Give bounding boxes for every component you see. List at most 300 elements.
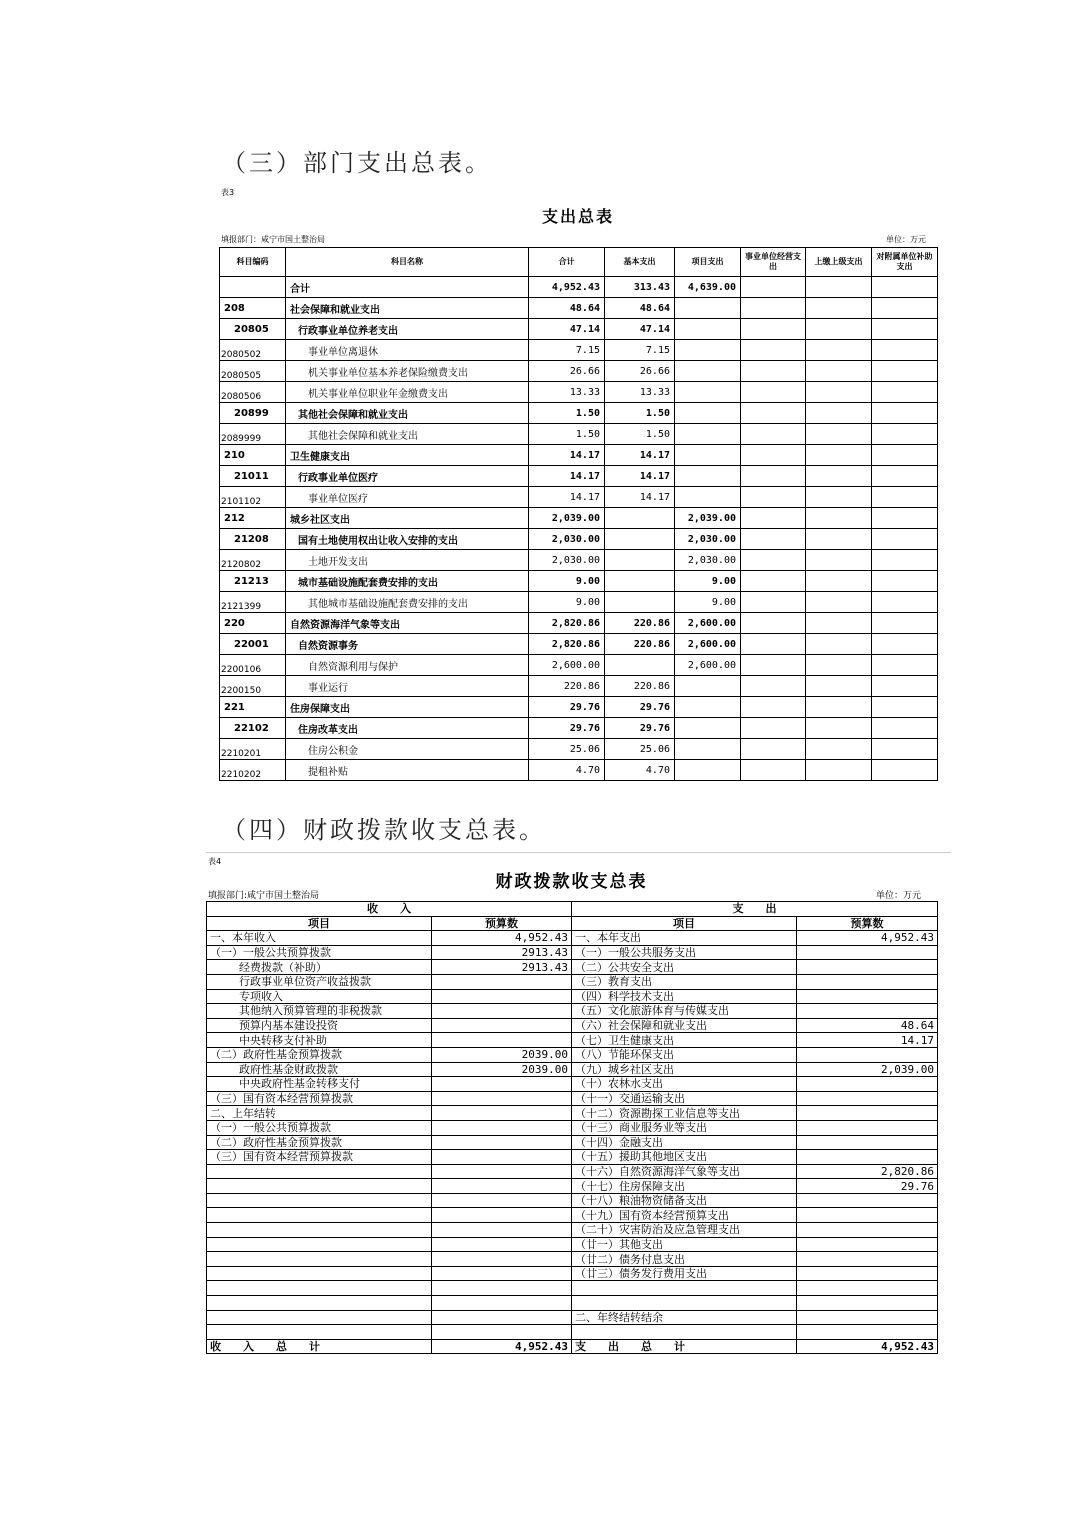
row-project: 4,639.00: [675, 277, 741, 298]
row-project: [675, 739, 741, 760]
row-total: 1.50: [529, 403, 605, 424]
row-subsidy: [872, 445, 938, 466]
col-header-name: 科目名称: [286, 248, 529, 277]
row-project: 9.00: [675, 592, 741, 613]
row-code: 20805: [220, 319, 286, 340]
income-item: [207, 1179, 432, 1194]
expense-item: （十三）商业服务业等支出: [572, 1120, 797, 1135]
income-value: [432, 1091, 572, 1106]
income-item: 中央转移支付补助: [207, 1033, 432, 1048]
section3-heading: （三）部门支出总表。: [222, 149, 492, 177]
row-subsidy: [872, 676, 938, 697]
row-upper: [806, 550, 872, 571]
income-value: 2913.43: [432, 960, 572, 975]
income-item-header: 项目: [207, 916, 432, 931]
table-row: [207, 945, 938, 960]
row-project: [675, 340, 741, 361]
row-basic: 26.66: [605, 361, 675, 382]
table-row: [207, 1252, 938, 1267]
row-business: [741, 655, 806, 676]
expense-value: [797, 1120, 938, 1135]
table-row: [220, 445, 938, 466]
row-business: [741, 277, 806, 298]
row-name: 行政事业单位养老支出: [286, 319, 529, 340]
row-business: [741, 739, 806, 760]
row-total: 47.14: [529, 319, 605, 340]
row-project: [675, 487, 741, 508]
row-subsidy: [872, 487, 938, 508]
row-business: [741, 466, 806, 487]
row-code: 22102: [220, 718, 286, 739]
expense-item: [572, 1281, 797, 1296]
row-upper: [806, 319, 872, 340]
income-value: [432, 1179, 572, 1194]
expense-value: 48.64: [797, 1018, 938, 1033]
row-project: 2,030.00: [675, 529, 741, 550]
row-upper: [806, 718, 872, 739]
row-total: 220.86: [529, 676, 605, 697]
table4-tag: 表4: [208, 857, 222, 866]
col-header-project: 项目支出: [675, 248, 741, 277]
expense-value: 4,952.43: [797, 931, 938, 946]
row-name: 事业单位离退休: [286, 340, 529, 361]
row-name: 社会保障和就业支出: [286, 298, 529, 319]
expense-item: （四）科学技术支出: [572, 989, 797, 1004]
income-value: [432, 1077, 572, 1092]
table-row: [207, 1047, 938, 1062]
table-row: [220, 382, 938, 403]
row-upper: [806, 739, 872, 760]
income-value: [432, 1135, 572, 1150]
row-total: 7.15: [529, 340, 605, 361]
row-basic: 313.43: [605, 277, 675, 298]
row-basic: 13.33: [605, 382, 675, 403]
row-project: [675, 760, 741, 781]
row-business: [741, 361, 806, 382]
income-item: 预算内基本建设投资: [207, 1018, 432, 1033]
table-row: [220, 697, 938, 718]
expense-value: 14.17: [797, 1033, 938, 1048]
row-total: 9.00: [529, 592, 605, 613]
row-name: 事业单位医疗: [286, 487, 529, 508]
fiscal-appropriation-table: [206, 901, 938, 1354]
row-total: 2,820.86: [529, 634, 605, 655]
table-row: [207, 1106, 938, 1121]
income-value: [432, 1004, 572, 1019]
row-business: [741, 445, 806, 466]
row-code: 2080506: [220, 382, 286, 403]
table-row: [220, 529, 938, 550]
table-row: [220, 655, 938, 676]
row-basic: [605, 529, 675, 550]
row-project: 2,600.00: [675, 613, 741, 634]
row-basic: [605, 508, 675, 529]
row-name: 自然资源事务: [286, 634, 529, 655]
row-name: 卫生健康支出: [286, 445, 529, 466]
income-item: [207, 1296, 432, 1311]
table-row: [207, 1237, 938, 1252]
expense-value: 2,039.00: [797, 1062, 938, 1077]
col-header-total: 合计: [529, 248, 605, 277]
table-row: [220, 718, 938, 739]
row-name: 国有土地使用权出让收入安排的支出: [286, 529, 529, 550]
row-upper: [806, 340, 872, 361]
row-code: 2101102: [220, 487, 286, 508]
expense-value: [797, 1150, 938, 1165]
row-basic: 220.86: [605, 676, 675, 697]
expense-item: [572, 1325, 797, 1340]
row-code: 208: [220, 298, 286, 319]
income-item: （二）政府性基金预算拨款: [207, 1047, 432, 1062]
row-project: [675, 319, 741, 340]
income-item: 中央政府性基金转移支付: [207, 1077, 432, 1092]
expense-value: [797, 960, 938, 975]
table3-header-row: [220, 248, 938, 277]
income-value: [432, 1106, 572, 1121]
row-code: 2080502: [220, 340, 286, 361]
col-header-subsidy: 对附属单位补助支出: [872, 248, 938, 277]
expense-value: [797, 1208, 938, 1223]
row-upper: [806, 760, 872, 781]
col-header-upper: 上缴上级支出: [806, 248, 872, 277]
expense-item: （三）教育支出: [572, 974, 797, 989]
row-project: 2,600.00: [675, 634, 741, 655]
row-business: [741, 571, 806, 592]
table-row: [220, 676, 938, 697]
table-row: [207, 1281, 938, 1296]
row-upper: [806, 613, 872, 634]
income-value: [432, 1164, 572, 1179]
table3-title: 支出总表: [541, 207, 614, 226]
row-business: [741, 403, 806, 424]
row-name: 其他社会保障和就业支出: [286, 403, 529, 424]
row-total: 2,030.00: [529, 550, 605, 571]
table-row: [207, 1193, 938, 1208]
row-name: 住房公积金: [286, 739, 529, 760]
row-subsidy: [872, 529, 938, 550]
row-upper: [806, 466, 872, 487]
table-row: [220, 550, 938, 571]
row-business: [741, 508, 806, 529]
table-row: [220, 760, 938, 781]
col-header-code: 科目编码: [220, 248, 286, 277]
row-name: 住房改革支出: [286, 718, 529, 739]
row-business: [741, 340, 806, 361]
row-code: 21213: [220, 571, 286, 592]
row-name: 城市基础设施配套费安排的支出: [286, 571, 529, 592]
expense-total-label: 支 出 总 计: [572, 1339, 797, 1354]
row-subsidy: [872, 613, 938, 634]
table-row: [207, 1164, 938, 1179]
row-total: 2,600.00: [529, 655, 605, 676]
table-row: [220, 424, 938, 445]
row-project: [675, 697, 741, 718]
income-value: [432, 1266, 572, 1281]
row-name: 合计: [286, 277, 529, 298]
row-basic: [605, 550, 675, 571]
expense-header: 支 出: [572, 902, 938, 917]
expense-value: [797, 1047, 938, 1062]
row-project: [675, 361, 741, 382]
table-row: [220, 319, 938, 340]
row-project: [675, 424, 741, 445]
income-total-value: 4,952.43: [432, 1339, 572, 1354]
income-item: [207, 1266, 432, 1281]
expense-item: （九）城乡社区支出: [572, 1062, 797, 1077]
row-code: 20899: [220, 403, 286, 424]
income-item: [207, 1208, 432, 1223]
income-item: 经费拨款（补助）: [207, 960, 432, 975]
expense-value: [797, 1223, 938, 1238]
row-project: [675, 403, 741, 424]
income-item: [207, 1281, 432, 1296]
table-row: [207, 1150, 938, 1165]
expense-item: （十五）援助其他地区支出: [572, 1150, 797, 1165]
income-value: 4,952.43: [432, 931, 572, 946]
row-subsidy: [872, 466, 938, 487]
row-business: [741, 382, 806, 403]
expense-value: 29.76: [797, 1179, 938, 1194]
row-basic: [605, 592, 675, 613]
expense-item: 二、年终结转结余: [572, 1310, 797, 1325]
income-value: 2039.00: [432, 1062, 572, 1077]
row-basic: [605, 571, 675, 592]
income-item: [207, 1223, 432, 1238]
expense-item: （十二）资源勘探工业信息等支出: [572, 1106, 797, 1121]
table4-dept: 填报部门:咸宁市国土整治局: [208, 891, 320, 901]
income-value: [432, 1018, 572, 1033]
row-basic: 29.76: [605, 697, 675, 718]
row-project: [675, 298, 741, 319]
row-project: [675, 466, 741, 487]
row-subsidy: [872, 361, 938, 382]
row-business: [741, 550, 806, 571]
row-upper: [806, 634, 872, 655]
row-total: 4.70: [529, 760, 605, 781]
expense-item: （十四）金融支出: [572, 1135, 797, 1150]
row-basic: 14.17: [605, 487, 675, 508]
table4-group-header-row: [207, 902, 938, 917]
row-code: 2210201: [220, 739, 286, 760]
row-total: 48.64: [529, 298, 605, 319]
row-subsidy: [872, 403, 938, 424]
row-upper: [806, 676, 872, 697]
row-total: 29.76: [529, 697, 605, 718]
row-name: 事业运行: [286, 676, 529, 697]
row-code: 22001: [220, 634, 286, 655]
table-row: [220, 634, 938, 655]
expense-item: （二）公共安全支出: [572, 960, 797, 975]
income-header: 收 入: [207, 902, 572, 917]
row-project: 2,030.00: [675, 550, 741, 571]
income-value: [432, 1310, 572, 1325]
row-business: [741, 760, 806, 781]
expense-item: （十六）自然资源海洋气象等支出: [572, 1164, 797, 1179]
row-upper: [806, 382, 872, 403]
income-item: 政府性基金财政拨款: [207, 1062, 432, 1077]
row-basic: 220.86: [605, 634, 675, 655]
table-row: [207, 974, 938, 989]
expense-budget-header: 预算数: [797, 916, 938, 931]
income-item: 专项收入: [207, 989, 432, 1004]
row-code: 21208: [220, 529, 286, 550]
table-row: [207, 1310, 938, 1325]
income-value: [432, 1223, 572, 1238]
expense-value: [797, 1237, 938, 1252]
expense-item: （五）文化旅游体育与传媒支出: [572, 1004, 797, 1019]
expense-value: [797, 1106, 938, 1121]
income-value: 2039.00: [432, 1047, 572, 1062]
income-value: [432, 1296, 572, 1311]
row-upper: [806, 361, 872, 382]
expense-value: 2,820.86: [797, 1164, 938, 1179]
expense-item: （十七）住房保障支出: [572, 1179, 797, 1194]
row-project: [675, 718, 741, 739]
income-total-label: 收 入 总 计: [207, 1339, 432, 1354]
expense-item: （一）一般公共服务支出: [572, 945, 797, 960]
row-upper: [806, 487, 872, 508]
row-upper: [806, 697, 872, 718]
income-item: 其他纳入预算管理的非税拨款: [207, 1004, 432, 1019]
expense-item: （六）社会保障和就业支出: [572, 1018, 797, 1033]
income-value: [432, 1237, 572, 1252]
row-total: 14.17: [529, 445, 605, 466]
row-total: 2,039.00: [529, 508, 605, 529]
expense-item: 一、本年支出: [572, 931, 797, 946]
row-name: 其他社会保障和就业支出: [286, 424, 529, 445]
row-subsidy: [872, 697, 938, 718]
row-total: 14.17: [529, 466, 605, 487]
income-item: [207, 1164, 432, 1179]
expense-item: （八）节能环保支出: [572, 1047, 797, 1062]
row-total: 4,952.43: [529, 277, 605, 298]
row-name: 提租补贴: [286, 760, 529, 781]
expense-item: （廿三）债务发行费用支出: [572, 1266, 797, 1281]
row-name: 自然资源利用与保护: [286, 655, 529, 676]
expense-summary-table: [219, 247, 938, 781]
expense-value: [797, 1296, 938, 1311]
row-business: [741, 634, 806, 655]
expense-value: [797, 974, 938, 989]
income-item: 二、上年结转: [207, 1106, 432, 1121]
income-budget-header: 预算数: [432, 916, 572, 931]
expense-value: [797, 1135, 938, 1150]
expense-value: [797, 1281, 938, 1296]
table-row: [220, 340, 938, 361]
table-row: [220, 277, 938, 298]
row-name: 其他城市基础设施配套费安排的支出: [286, 592, 529, 613]
row-name: 机关事业单位职业年金缴费支出: [286, 382, 529, 403]
row-business: [741, 298, 806, 319]
row-upper: [806, 508, 872, 529]
expense-value: [797, 989, 938, 1004]
table-row: [207, 1018, 938, 1033]
table-row: [220, 487, 938, 508]
row-basic: 1.50: [605, 403, 675, 424]
row-basic: 14.17: [605, 445, 675, 466]
row-business: [741, 487, 806, 508]
income-item: （二）政府性基金预算拨款: [207, 1135, 432, 1150]
table-row: [220, 613, 938, 634]
table-row: [207, 1062, 938, 1077]
expense-value: [797, 1310, 938, 1325]
row-subsidy: [872, 550, 938, 571]
row-subsidy: [872, 718, 938, 739]
row-basic: 7.15: [605, 340, 675, 361]
table-row: [220, 466, 938, 487]
income-value: [432, 1033, 572, 1048]
row-upper: [806, 277, 872, 298]
row-code: 220: [220, 613, 286, 634]
table-row: [207, 989, 938, 1004]
table3-dept: 填报部门：咸宁市国土整治局: [221, 235, 325, 244]
row-basic: 1.50: [605, 424, 675, 445]
row-upper: [806, 403, 872, 424]
row-business: [741, 718, 806, 739]
income-value: [432, 974, 572, 989]
income-value: [432, 1281, 572, 1296]
row-name: 行政事业单位医疗: [286, 466, 529, 487]
row-subsidy: [872, 571, 938, 592]
income-item: [207, 1252, 432, 1267]
row-subsidy: [872, 424, 938, 445]
row-basic: 25.06: [605, 739, 675, 760]
row-total: 2,030.00: [529, 529, 605, 550]
expense-item: （廿一）其他支出: [572, 1237, 797, 1252]
row-code: 210: [220, 445, 286, 466]
expense-value: [797, 1266, 938, 1281]
row-code: 2200150: [220, 676, 286, 697]
expense-value: [797, 1004, 938, 1019]
table-row: [207, 1208, 938, 1223]
row-basic: 47.14: [605, 319, 675, 340]
section4-heading: （四）财政拨款收支总表。: [222, 816, 546, 844]
income-value: [432, 1193, 572, 1208]
row-name: 机关事业单位基本养老保险缴费支出: [286, 361, 529, 382]
table-row: [220, 298, 938, 319]
row-total: 14.17: [529, 487, 605, 508]
row-name: 住房保障支出: [286, 697, 529, 718]
table-row: [207, 1266, 938, 1281]
row-total: 29.76: [529, 718, 605, 739]
row-name: 土地开发支出: [286, 550, 529, 571]
row-project: [675, 382, 741, 403]
table-row: [207, 1004, 938, 1019]
expense-value: [797, 1193, 938, 1208]
row-basic: 29.76: [605, 718, 675, 739]
row-basic: 220.86: [605, 613, 675, 634]
table-row: [207, 1033, 938, 1048]
expense-item: （十九）国有资本经营预算支出: [572, 1208, 797, 1223]
table-row: [207, 1223, 938, 1238]
row-upper: [806, 655, 872, 676]
income-item: 行政事业单位资产收益拨款: [207, 974, 432, 989]
expense-item: （十八）粮油物资储备支出: [572, 1193, 797, 1208]
row-upper: [806, 445, 872, 466]
table4-title: 财政拨款收支总表: [495, 872, 648, 892]
row-total: 25.06: [529, 739, 605, 760]
row-total: 2,820.86: [529, 613, 605, 634]
income-item: [207, 1325, 432, 1340]
expense-value: [797, 1077, 938, 1092]
row-business: [741, 319, 806, 340]
expense-value: [797, 945, 938, 960]
income-item: [207, 1237, 432, 1252]
table-row: [207, 1077, 938, 1092]
col-header-business: 事业单位经营支出: [741, 248, 806, 277]
row-subsidy: [872, 634, 938, 655]
row-project: 9.00: [675, 571, 741, 592]
